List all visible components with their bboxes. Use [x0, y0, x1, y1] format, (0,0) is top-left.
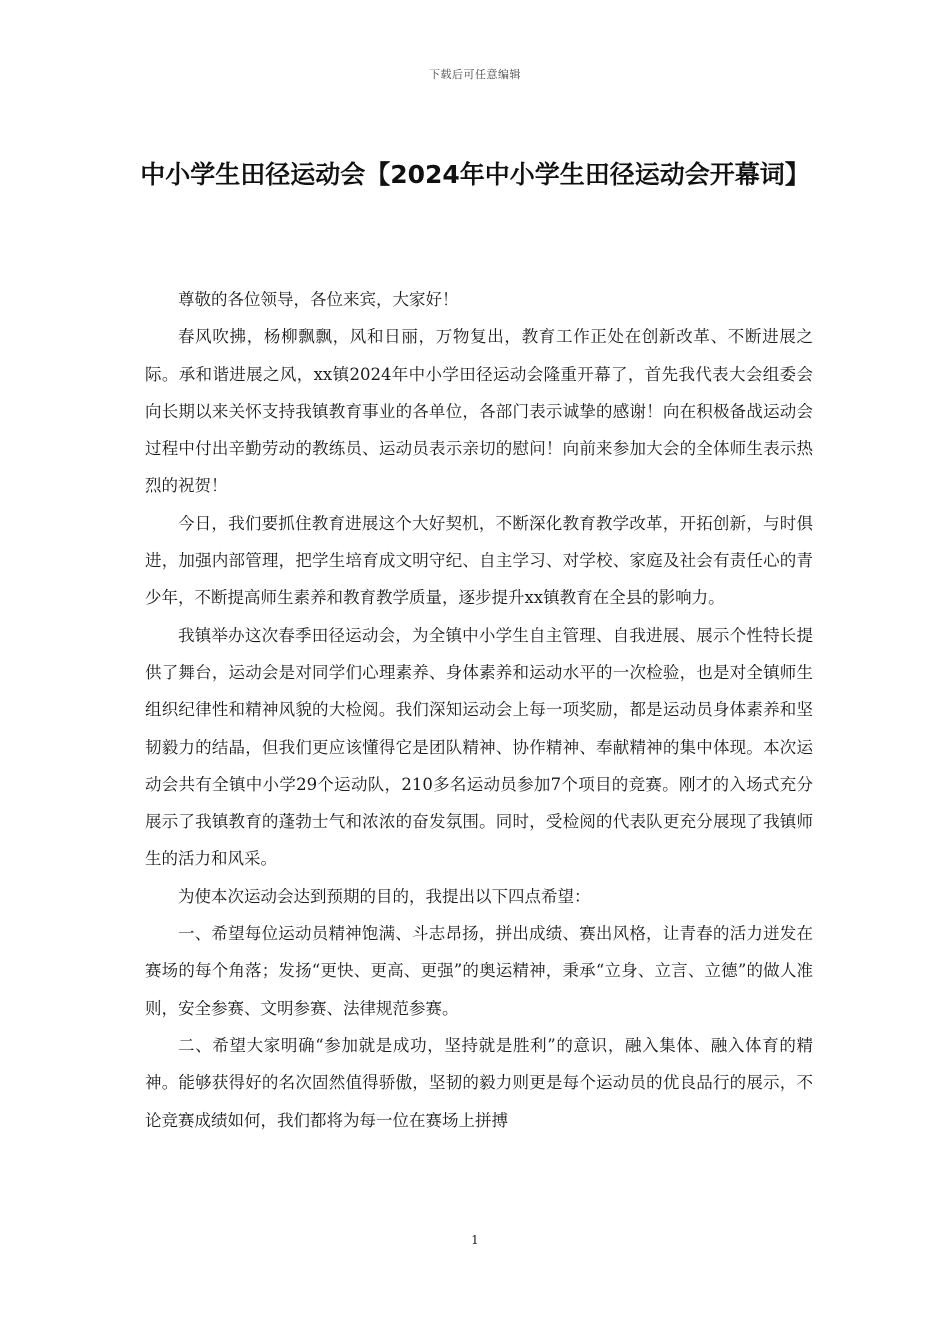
paragraph: 二、希望大家明确“参加就是成功，坚持就是胜利”的意识，融入集体、融入体育的精神。能够获得好的名次固然值得骄傲，坚韧的毅力则更是每个运动员的优良品行的展示，不论竞赛成绩如何，我们都将为每一位在赛场上拼搏 — [145, 1035, 813, 1130]
paragraph: 春风吹拂，杨柳飘飘，风和日丽，万物复出，教育工作正处在创新改革、不断进展之际。承和谐进展之风，xx镇2024年中小学田径运动会隆重开幕了，首先我代表大会组委会向长期以来关怀支持我镇教育事业的各单位，各部门表示诚挚的感谢！向在积极备战运动会过程中付出辛勤劳动的教练员、运动员表示亲切的慰问！向前来参加大会的全体师生表示热烈的祝贺！ — [145, 327, 813, 496]
paragraph: 今日，我们要抓住教育进展这个大好契机，不断深化教育教学改革，开拓创新，与时俱进，加强内部管理，把学生培育成文明守纪、自主学习、对学校、家庭及社会有责任心的青少年，不断提高师生素养和教育教学质量，逐步提升xx镇教育在全县的影响力。 — [145, 513, 813, 608]
header-note: 下载后可任意编辑 — [429, 68, 521, 81]
paragraph-greeting: 尊敬的各位领导，各位来宾，大家好！ — [178, 290, 459, 309]
paragraph: 为使本次运动会达到预期的目的，我提出以下四点希望： — [178, 886, 591, 906]
paragraph: 我镇举办这次春季田径运动会，为全镇中小学生自主管理、自我进展、展示个性特长提供了舞台，运动会是对同学们心理素养、身体素养和运动水平的一次检验，也是对全镇师生组织纪律性和精神风貌的大检阅。我们深知运动会上每一项奖励，都是运动员身体素养和坚韧毅力的结晶，但我们更应该懂得它是团队精神、协作精神、奉献精神的集中体现。本次运动会共有全镇中小学29个运动队，210多名运动员参加7个项目的竞赛。刚才的入场式充分展示了我镇教育的蓬勃士气和浓浓的奋发氛围。同时，受检阅的代表队更充分展现了我镇师生的活力和风采。 — [145, 625, 813, 869]
document-title: 中小学生田径运动会【2024年中小学生田径运动会开幕词】 — [140, 160, 810, 189]
paragraph: 一、希望每位运动员精神饱满、斗志昂扬，拼出成绩、赛出风格，让青春的活力迸发在赛场的每个角落；发扬“更快、更高、更强”的奥运精神，秉承“立身、立言、立德”的做人准则，安全参赛、文明参赛、法律规范参赛。 — [145, 924, 813, 1018]
page-number: 1 — [471, 1233, 479, 1247]
document-body — [145, 281, 813, 1139]
